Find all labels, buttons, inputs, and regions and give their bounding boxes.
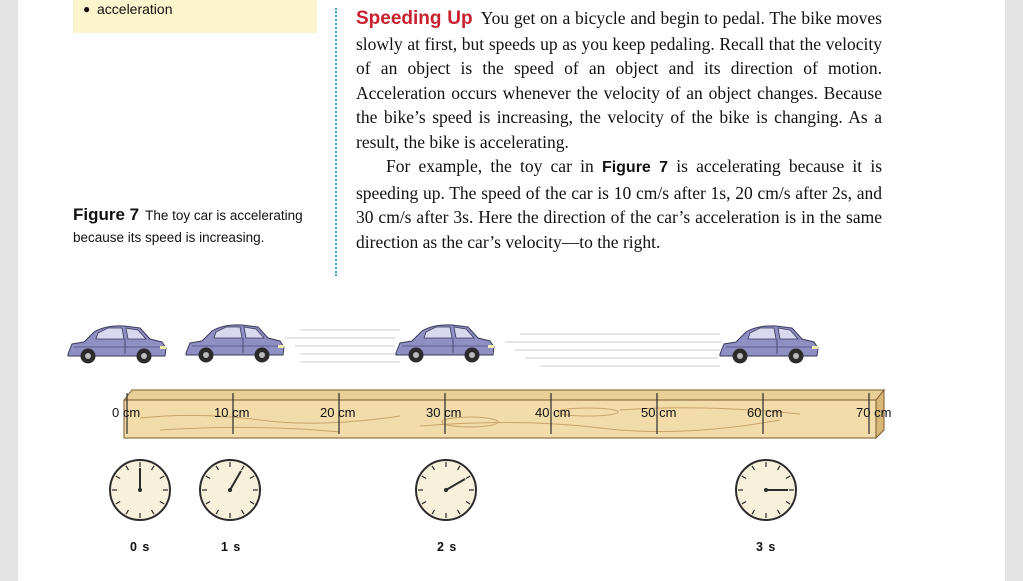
ruler-label-70cm: 70 cm — [856, 405, 892, 420]
clock-1s — [200, 460, 260, 520]
paragraph-2-before: For example, the toy car in — [386, 156, 594, 176]
paragraph-1-text: You get on a bicycle and begin to pedal. The bike moves slowly at first, but speeds up as you keep pedaling. Recall that the velocity of an object is the speed of an object and its direction of motion. Acceleration occurs whenever the velocity of an object changes. Because the bike’s speed is increasing, the velocity of the bike is changing. As a result, the bike is accelerating. — [356, 8, 882, 152]
ruler-label-40cm: 40 cm — [535, 405, 571, 420]
ruler-label-30cm: 30 cm — [426, 405, 462, 420]
toy-car-2s — [396, 325, 494, 363]
clock-0s — [110, 460, 170, 520]
ruler-label-60cm: 60 cm — [747, 405, 783, 420]
section-heading: Speeding Up — [356, 8, 473, 29]
ruler-label-50cm: 50 cm — [641, 405, 677, 420]
ruler-label-20cm: 20 cm — [320, 405, 356, 420]
paragraph-2-after: is accelerating because it is speeding up. The speed of the car is 10 cm/s after 1s, 20 cm/s after 2s, and 30 cm/s after 3s. Here the direction of the car’s acceleration is in the same direction as the car’s velocity—to the right. — [356, 156, 883, 252]
ruler-label-10cm: 10 cm — [214, 405, 250, 420]
time-label-1s: 1 s — [221, 540, 242, 554]
clock-3s — [736, 460, 796, 520]
vocab-term: acceleration — [97, 1, 173, 17]
toy-car-0s — [68, 326, 166, 364]
bullet-icon: ● — [83, 2, 91, 16]
toy-car-3s — [720, 326, 818, 364]
figure-caption-text: The toy car is accelerating because its speed is increasing. — [73, 208, 303, 245]
motion-lines — [285, 330, 722, 366]
clock-2s — [416, 460, 476, 520]
time-label-3s: 3 s — [756, 540, 777, 554]
figure-label: Figure 7 — [73, 205, 140, 224]
figure-reference: Figure 7 — [601, 159, 669, 176]
toy-car-1s — [186, 325, 284, 363]
time-label-2s: 2 s — [437, 540, 458, 554]
ruler-label-0cm: 0 cm — [112, 405, 141, 420]
time-label-0s: 0 s — [130, 540, 151, 554]
